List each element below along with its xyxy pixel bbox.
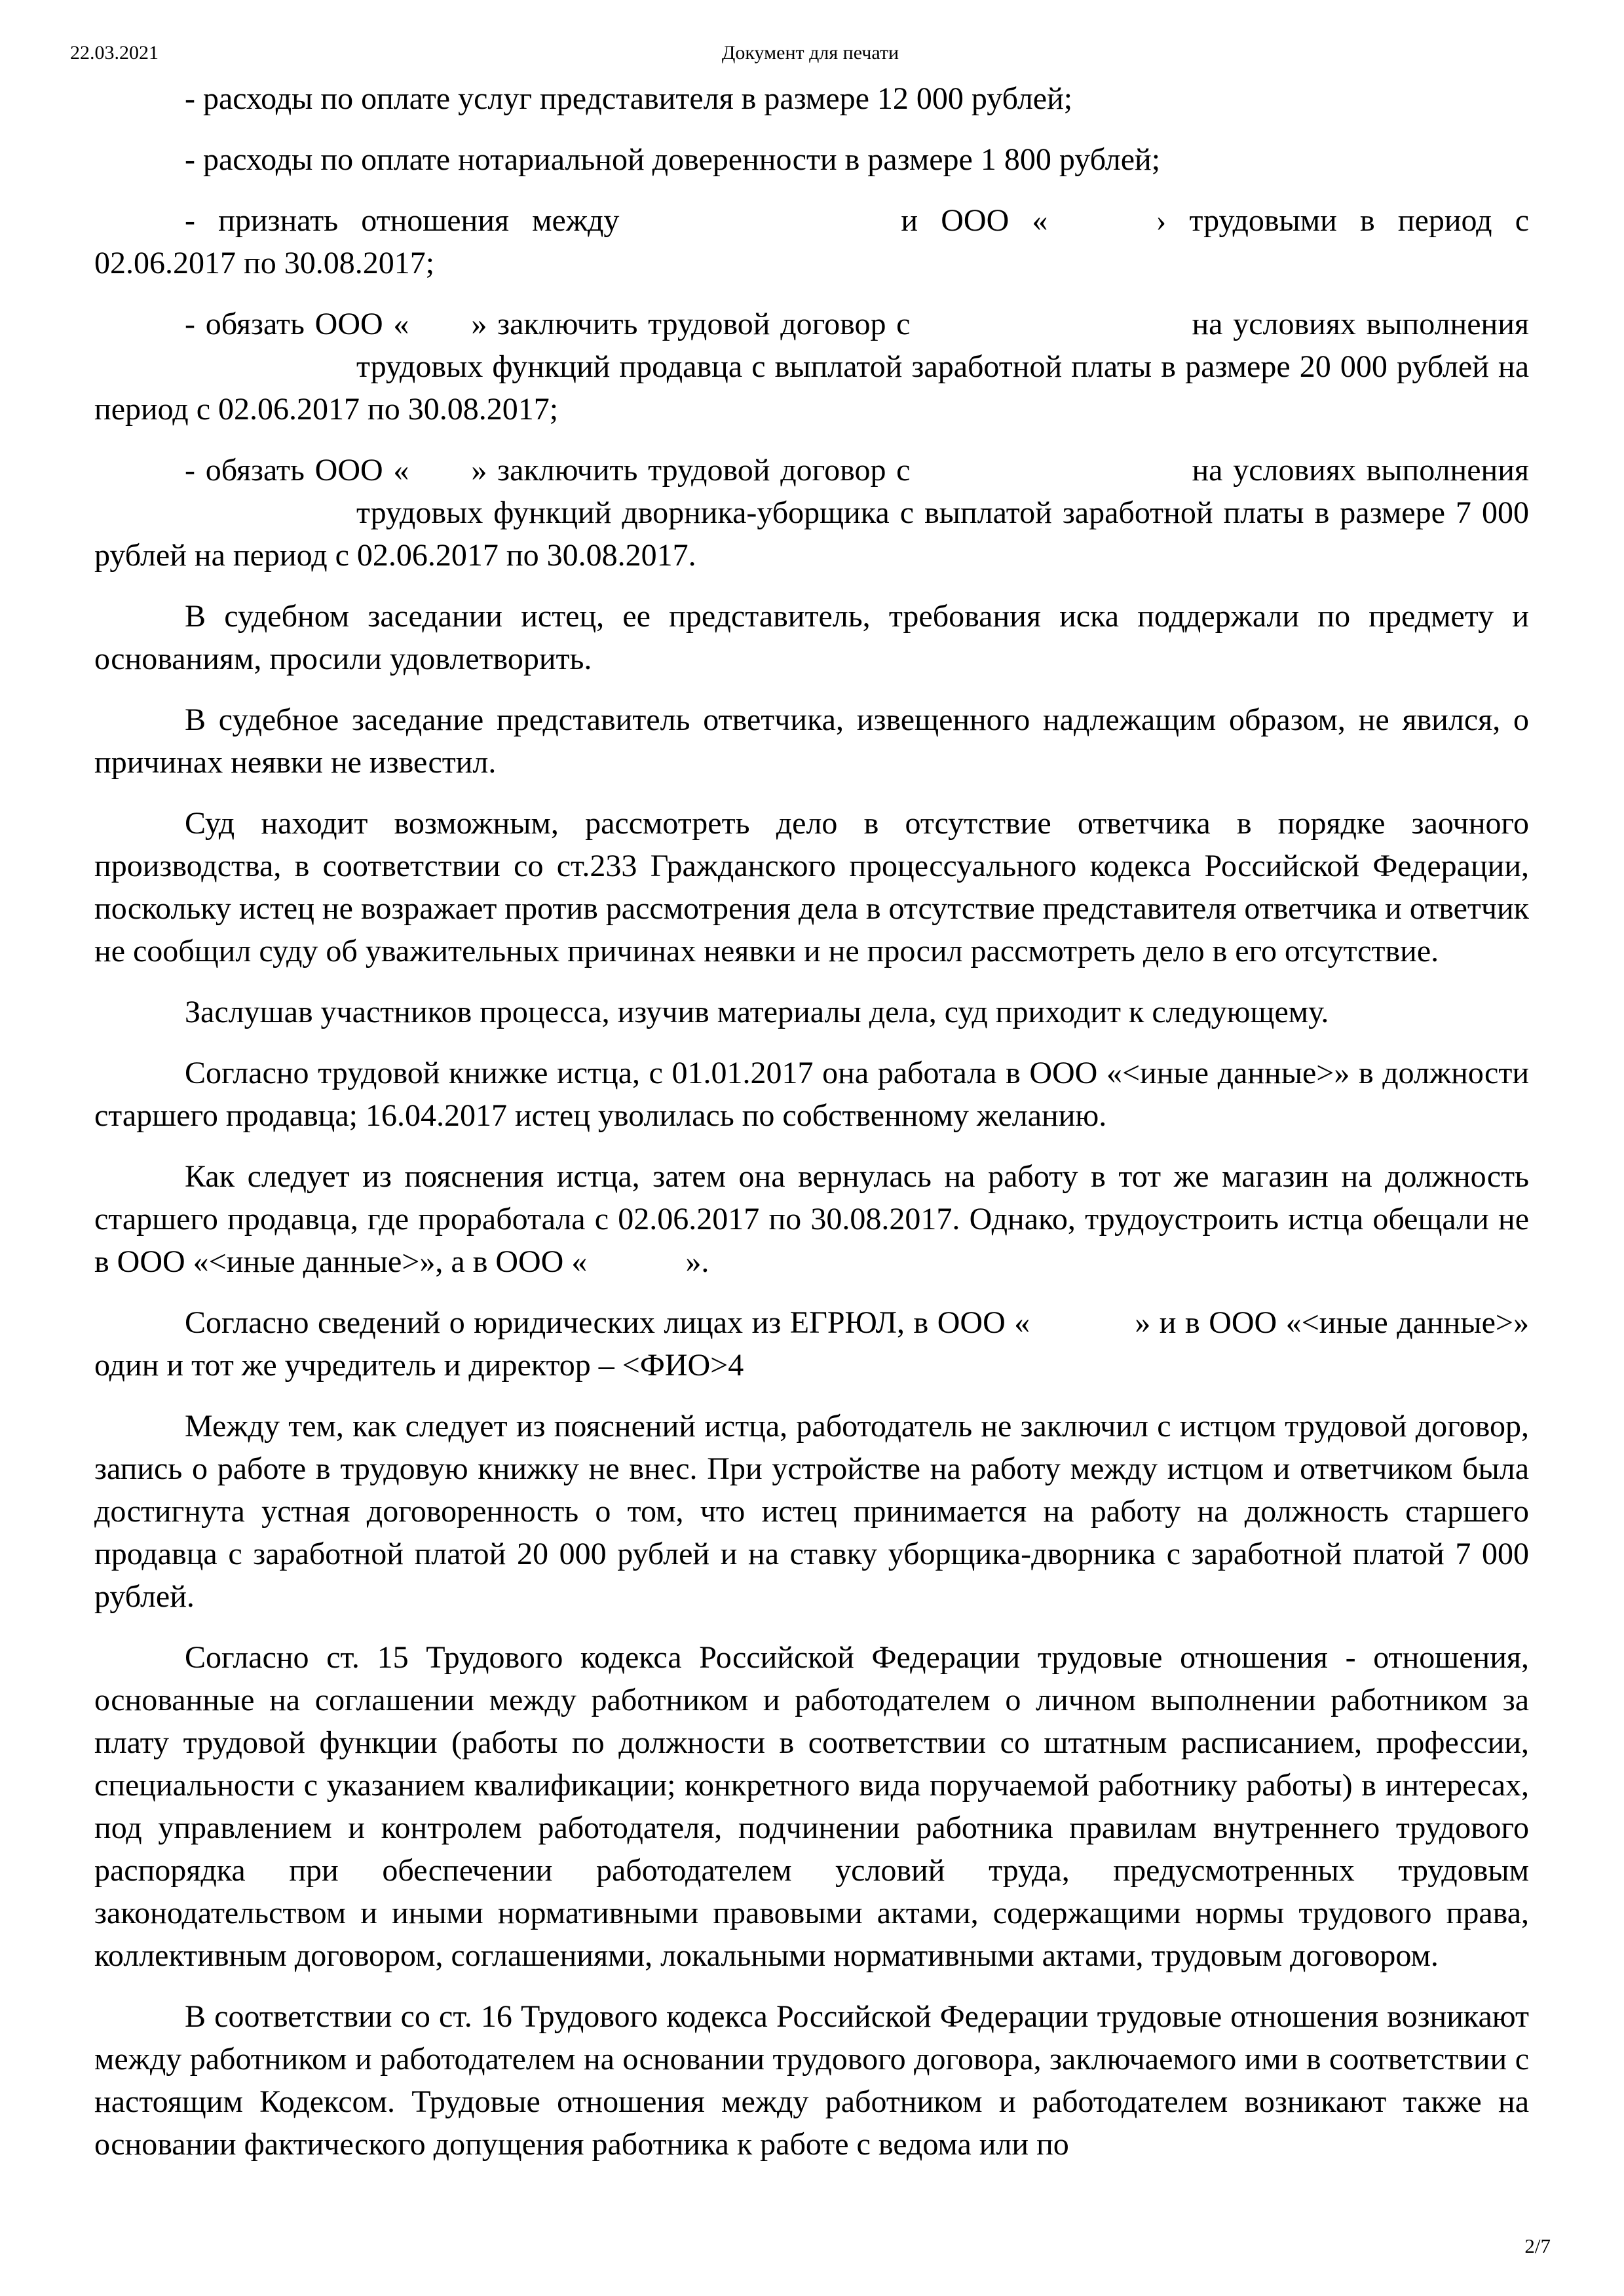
paragraph-egrul-info <box>94 1301 1529 1387</box>
paragraph-text: трудовых функций продавца с выплатой заработной платы в размере 20 000 рублей на период с 02.06.2017 по 30.08.2017; <box>94 349 1529 427</box>
paragraph-text: и ООО « <box>901 203 1048 238</box>
paragraph-text: » заключить трудовой договор с <box>471 307 911 341</box>
redaction-gap <box>94 375 356 377</box>
redaction-gap <box>910 479 1192 480</box>
redaction-gap <box>587 1271 685 1272</box>
paragraph-text: » и в ООО «<иные данные>» один и тот же учредитель и директор – <ФИО>4 <box>94 1305 1529 1383</box>
paragraph-text: - признать отношения между <box>185 203 620 238</box>
paragraph-text: на условиях выполнения <box>1192 453 1529 488</box>
paragraph-text: - обязать ООО « <box>185 453 409 488</box>
paragraph-oblige-contract-janitor <box>94 449 1529 577</box>
paragraph-court-finds-possible: Суд находит возможным, рассмотреть дело в отсутствие ответчика в порядке заочного производства, в соответствии со ст.233 Гражданского процессуального кодекса Российской Федерации, поскольку истец не возражает против рассмотрения дела в отсутствие представителя ответчика и ответчик не сообщил суду об уважительных причинах неявки и не просил рассмотреть дело в его отсутствие. <box>94 806 1529 968</box>
paragraph-text: ». <box>685 1244 709 1279</box>
redaction-gap <box>1030 1331 1135 1333</box>
paragraph-article-16: В соответствии со ст. 16 Трудового кодекса Российской Федерации трудовые отношения возникают между работником и работодателем на основании трудового договора, заключаемого ими в соответствии с настоящим Кодексом. Трудовые отношения между работником и работодателем возникают также на основании фактического допущения работника к работе с ведома или по <box>94 1999 1529 2162</box>
print-header <box>70 41 1551 69</box>
paragraph-work-book: Согласно трудовой книжке истца, с 01.01.2017 она работала в ООО «<иные данные>» в должности старшего продавца; 16.04.2017 истец уволилась по собственному желанию. <box>94 1056 1529 1133</box>
paragraph-text: › трудовыми в период с 02.06.2017 по 30.08.2017; <box>94 203 1530 280</box>
header-date: 22.03.2021 <box>70 42 159 64</box>
page-title: Документ для печати <box>721 42 899 64</box>
paragraph-hearing-plaintiff: В судебном заседании истец, ее представитель, требования иска поддержали по предмету и основаниям, просили удовлетворить. <box>94 599 1529 676</box>
redaction-gap <box>619 229 901 231</box>
paragraph-representative-expenses: - расходы по оплате услуг представителя в размере 12 000 рублей; <box>185 81 1073 116</box>
paragraph-text: - обязать ООО « <box>185 307 409 341</box>
paragraph-having-heard: Заслушав участников процесса, изучив материалы дела, суд приходит к следующему. <box>185 995 1329 1029</box>
paragraph-text: Согласно сведений о юридических лицах из ЕГРЮЛ, в ООО « <box>185 1305 1030 1340</box>
paragraph-text: трудовых функций дворника-уборщика с выплатой заработной платы в размере 7 000 рублей на период с 02.06.2017 по 30.08.2017. <box>94 495 1529 573</box>
paragraph-text: » заключить трудовой договор с <box>471 453 911 488</box>
paragraph-recognize-relations <box>94 199 1529 284</box>
redaction-gap <box>910 333 1192 334</box>
redaction-gap <box>94 522 356 523</box>
page-number: 2/7 <box>1524 2234 1551 2257</box>
paragraph-notary-expenses: - расходы по оплате нотариальной доверенности в размере 1 800 рублей; <box>185 142 1161 177</box>
redaction-gap <box>1048 229 1156 231</box>
paragraph-article-15: Согласно ст. 15 Трудового кодекса Российской Федерации трудовые отношения - отношения, основанные на соглашении между работником и работодателем о личном выполнении работником за плату трудовой функции (работы по должности в соответствии со штатным расписанием, профессии, специальности с указанием квалификации; конкретного вида поручаемой работнику работы) в интересах, под управлением и контролем работодателя, подчинении работника правилам внутреннего трудового распорядка при обеспечении работодателем условий труда, предусмотренных трудовым законодательством и иными нормативными правовыми актами, содержащими нормы трудового права, коллективным договором, соглашениями, локальными нормативными актами, трудовым договором. <box>94 1640 1529 1973</box>
paragraph-text: Как следует из пояснения истца, затем она вернулась на работу в тот же магазин на должность старшего продавца, где проработала с 02.06.2017 по 30.08.2017. Однако, трудоустроить истца обещали не в ООО «<иные данные>», а в ООО « <box>94 1159 1529 1279</box>
paragraph-text: на условиях выполнения <box>1192 307 1529 341</box>
paragraph-meanwhile: Между тем, как следует из пояснений истца, работодатель не заключил с истцом трудовой договор, запись о работе в трудовую книжку не внес. При устройстве на работу между истцом и ответчиком была достигнута устная договоренность о том, что истец принимается на работу на должность старшего продавца с заработной платой 20 000 рублей и на ставку уборщика-дворника с заработной платой 7 000 рублей. <box>94 1409 1529 1614</box>
document-body <box>94 77 1529 2184</box>
redaction-gap <box>409 479 471 480</box>
paragraph-oblige-contract-seller <box>94 303 1529 430</box>
redaction-gap <box>409 333 471 334</box>
paragraph-plaintiff-explanation <box>94 1155 1529 1283</box>
paragraph-hearing-defendant: В судебное заседание представитель ответчика, извещенного надлежащим образом, не явился, о причинах неявки не известил. <box>94 702 1529 780</box>
